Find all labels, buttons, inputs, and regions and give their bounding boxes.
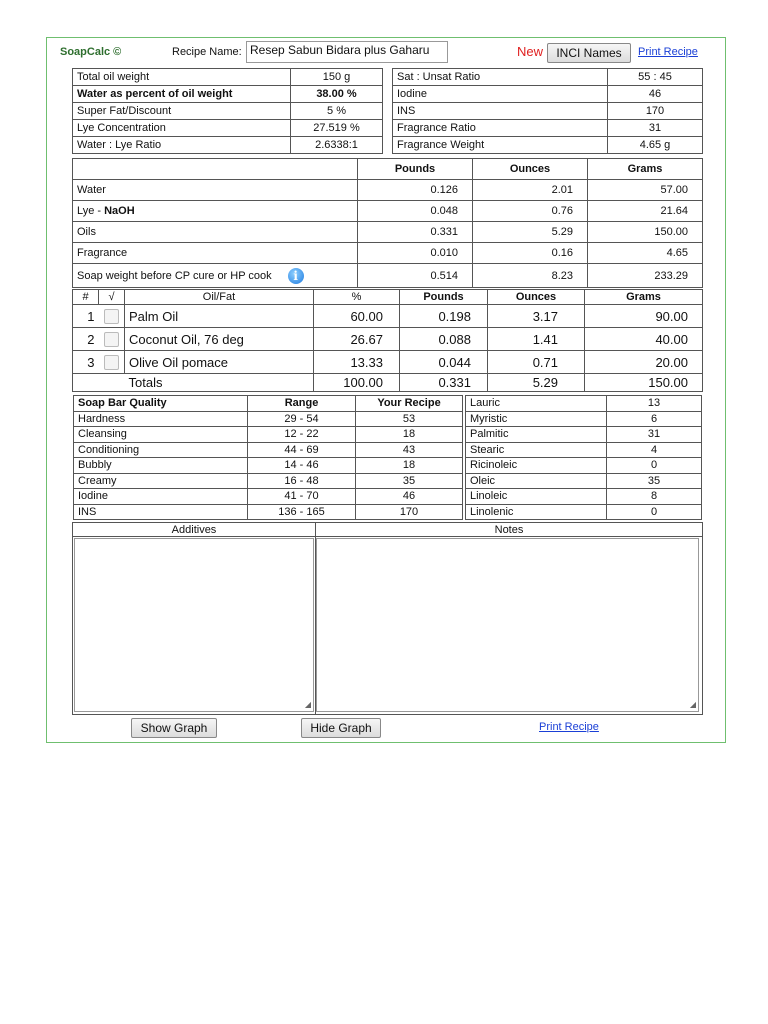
oil-checkbox[interactable] xyxy=(104,355,119,370)
weights-row xyxy=(73,201,703,222)
oil-check-cell xyxy=(99,305,125,328)
fatty-acid-name: Stearic xyxy=(466,442,607,458)
summary-label: Sat : Unsat Ratio xyxy=(393,69,608,86)
summary-right-table xyxy=(392,68,703,154)
oil-pct[interactable]: 26.67 xyxy=(314,328,400,351)
fatty-acid-value: 13 xyxy=(607,396,702,412)
oil-grams: 20.00 xyxy=(585,351,703,374)
fatty-acid-value: 35 xyxy=(607,473,702,489)
quality-value: 46 xyxy=(356,489,463,505)
quality-name: INS xyxy=(74,504,248,520)
fatty-acid-row xyxy=(466,473,702,489)
weights-grams: 233.29 xyxy=(588,264,703,288)
weights-ounces: 2.01 xyxy=(473,180,588,201)
fatty-acid-row xyxy=(466,489,702,505)
fatty-acid-value: 31 xyxy=(607,427,702,443)
fatty-acid-value: 6 xyxy=(607,411,702,427)
weights-label xyxy=(73,201,358,222)
quality-name: Bubbly xyxy=(74,458,248,474)
weights-pounds: 0.331 xyxy=(358,222,473,243)
quality-header: Soap Bar Quality xyxy=(74,396,248,412)
hide-graph-button[interactable]: Hide Graph xyxy=(301,718,381,738)
recipe-name-input[interactable]: Resep Sabun Bidara plus Gaharu xyxy=(246,41,448,63)
weights-header-row xyxy=(73,159,703,180)
weights-ounces: 5.29 xyxy=(473,222,588,243)
weights-label xyxy=(73,264,358,288)
ounces-header: Ounces xyxy=(473,159,588,180)
fatty-acid-name: Ricinoleic xyxy=(466,458,607,474)
summary-value: 4.65 g xyxy=(608,137,703,154)
totals-grams: 150.00 xyxy=(585,374,703,392)
weights-pounds: 0.126 xyxy=(358,180,473,201)
oil-name[interactable]: Palm Oil xyxy=(125,305,314,328)
summary-label: Water as percent of oil weight xyxy=(73,86,291,103)
fatty-acid-name: Myristic xyxy=(466,411,607,427)
range-header: Range xyxy=(248,396,356,412)
summary-value: 150 g xyxy=(291,69,383,86)
summary-label: Fragrance Ratio xyxy=(393,120,608,137)
oil-pounds: 0.198 xyxy=(400,305,488,328)
quality-range: 44 - 69 xyxy=(248,442,356,458)
grams-header: Grams xyxy=(585,290,703,305)
show-graph-button[interactable]: Show Graph xyxy=(131,718,217,738)
summary-value: 5 % xyxy=(291,103,383,120)
quality-row xyxy=(74,442,463,458)
fatty-acid-name: Linolenic xyxy=(466,504,607,520)
oils-header-row xyxy=(73,290,703,305)
quality-value: 170 xyxy=(356,504,463,520)
oil-num: 1 xyxy=(73,305,99,328)
oil-name[interactable]: Coconut Oil, 76 deg xyxy=(125,328,314,351)
totals-blank xyxy=(73,374,99,392)
pct-header: % xyxy=(314,290,400,305)
oil-check-cell xyxy=(99,351,125,374)
summary-label: Water : Lye Ratio xyxy=(73,137,291,154)
weights-header-blank xyxy=(73,159,358,180)
oil-grams: 90.00 xyxy=(585,305,703,328)
totals-pct: 100.00 xyxy=(314,374,400,392)
lye-label: Lye - xyxy=(77,205,105,217)
quality-range: 16 - 48 xyxy=(248,473,356,489)
pounds-header: Pounds xyxy=(400,290,488,305)
summary-value: 170 xyxy=(608,103,703,120)
fatty-acids-table xyxy=(465,395,702,520)
weights-ounces: 0.16 xyxy=(473,243,588,264)
summary-value: 38.00 % xyxy=(291,86,383,103)
totals-label: Totals xyxy=(125,374,314,392)
oil-pounds: 0.044 xyxy=(400,351,488,374)
oil-checkbox[interactable] xyxy=(104,332,119,347)
print-recipe-link-top[interactable]: Print Recipe xyxy=(638,46,698,58)
weights-grams: 57.00 xyxy=(588,180,703,201)
quality-row xyxy=(74,504,463,520)
summary-row xyxy=(73,120,383,137)
check-header: √ xyxy=(99,290,125,305)
weights-grams: 150.00 xyxy=(588,222,703,243)
totals-blank xyxy=(99,374,125,392)
quality-row xyxy=(74,489,463,505)
fatty-acid-value: 0 xyxy=(607,458,702,474)
summary-row xyxy=(393,120,703,137)
fatty-acid-row xyxy=(466,427,702,443)
summary-label: Iodine xyxy=(393,86,608,103)
notes-textarea[interactable] xyxy=(316,538,699,712)
fatty-acid-row xyxy=(466,442,702,458)
weights-ounces: 0.76 xyxy=(473,201,588,222)
weights-table xyxy=(72,158,703,288)
summary-label: Total oil weight xyxy=(73,69,291,86)
oil-grams: 40.00 xyxy=(585,328,703,351)
fatty-acid-name: Lauric xyxy=(466,396,607,412)
summary-label: Super Fat/Discount xyxy=(73,103,291,120)
your-recipe-header: Your Recipe xyxy=(356,396,463,412)
oil-num: 3 xyxy=(73,351,99,374)
print-recipe-link-bottom[interactable]: Print Recipe xyxy=(539,721,599,733)
fatty-acid-row xyxy=(466,504,702,520)
fatty-acid-name: Linoleic xyxy=(466,489,607,505)
summary-label: Fragrance Weight xyxy=(393,137,608,154)
quality-name: Cleansing xyxy=(74,427,248,443)
summary-row xyxy=(393,103,703,120)
fatty-acid-row xyxy=(466,396,702,412)
summary-left-table xyxy=(72,68,383,154)
fatty-acid-name: Palmitic xyxy=(466,427,607,443)
quality-value: 18 xyxy=(356,458,463,474)
num-header: # xyxy=(73,290,99,305)
soap-weight-label: Soap weight before CP cure or HP cook xyxy=(77,269,272,282)
quality-value: 35 xyxy=(356,473,463,489)
oil-name[interactable]: Olive Oil pomace xyxy=(125,351,314,374)
resize-grip-icon[interactable]: ◢ xyxy=(304,700,311,709)
brand-title: SoapCalc © xyxy=(60,46,122,58)
oil-pounds: 0.088 xyxy=(400,328,488,351)
quality-row xyxy=(74,458,463,474)
quality-name: Iodine xyxy=(74,489,248,505)
fatty-acid-name: Oleic xyxy=(466,473,607,489)
weights-pounds: 0.010 xyxy=(358,243,473,264)
weights-pounds: 0.514 xyxy=(358,264,473,288)
resize-grip-icon[interactable]: ◢ xyxy=(689,700,696,709)
weights-ounces: 8.23 xyxy=(473,264,588,288)
oil-header: Oil/Fat xyxy=(125,290,314,305)
summary-row xyxy=(73,86,383,103)
summary-value: 55 : 45 xyxy=(608,69,703,86)
summary-label: Lye Concentration xyxy=(73,120,291,137)
weights-row xyxy=(73,180,703,201)
summary-value: 46 xyxy=(608,86,703,103)
summary-row xyxy=(73,103,383,120)
additives-textarea[interactable] xyxy=(74,538,314,712)
ounces-header: Ounces xyxy=(488,290,585,305)
oil-check-cell xyxy=(99,328,125,351)
summary-value: 31 xyxy=(608,120,703,137)
quality-row xyxy=(74,427,463,443)
totals-ounces: 5.29 xyxy=(488,374,585,392)
summary-label: INS xyxy=(393,103,608,120)
quality-range: 41 - 70 xyxy=(248,489,356,505)
quality-range: 29 - 54 xyxy=(248,411,356,427)
grams-header: Grams xyxy=(588,159,703,180)
oil-ounces: 3.17 xyxy=(488,305,585,328)
oil-ounces: 0.71 xyxy=(488,351,585,374)
fatty-acid-row xyxy=(466,458,702,474)
additives-label: Additives xyxy=(73,523,316,537)
fatty-acid-row xyxy=(466,411,702,427)
weights-pounds: 0.048 xyxy=(358,201,473,222)
oil-pct[interactable]: 60.00 xyxy=(314,305,400,328)
summary-value: 27.519 % xyxy=(291,120,383,137)
weights-label: Oils xyxy=(73,222,358,243)
quality-range: 136 - 165 xyxy=(248,504,356,520)
weights-row xyxy=(73,264,703,288)
quality-name: Hardness xyxy=(74,411,248,427)
quality-value: 18 xyxy=(356,427,463,443)
pounds-header: Pounds xyxy=(358,159,473,180)
oil-checkbox[interactable] xyxy=(104,309,119,324)
summary-row xyxy=(393,86,703,103)
totals-row xyxy=(73,374,703,392)
quality-range: 12 - 22 xyxy=(248,427,356,443)
quality-value: 43 xyxy=(356,442,463,458)
summary-row xyxy=(73,137,383,154)
lye-type: NaOH xyxy=(104,205,135,217)
inci-names-button[interactable]: INCI Names xyxy=(547,43,631,63)
quality-name: Creamy xyxy=(74,473,248,489)
weights-row xyxy=(73,243,703,264)
oil-row xyxy=(73,305,703,328)
summary-value: 2.6338:1 xyxy=(291,137,383,154)
summary-row xyxy=(393,137,703,154)
oil-ounces: 1.41 xyxy=(488,328,585,351)
oil-row xyxy=(73,328,703,351)
fatty-acid-value: 0 xyxy=(607,504,702,520)
quality-name: Conditioning xyxy=(74,442,248,458)
weights-row xyxy=(73,222,703,243)
fatty-acid-value: 4 xyxy=(607,442,702,458)
totals-pounds: 0.331 xyxy=(400,374,488,392)
oil-pct[interactable]: 13.33 xyxy=(314,351,400,374)
weights-grams: 21.64 xyxy=(588,201,703,222)
notes-label: Notes xyxy=(316,523,703,537)
quality-row xyxy=(74,473,463,489)
weights-label: Fragrance xyxy=(73,243,358,264)
soap-quality-table xyxy=(73,395,463,520)
oil-row xyxy=(73,351,703,374)
weights-grams: 4.65 xyxy=(588,243,703,264)
quality-value: 53 xyxy=(356,411,463,427)
quality-header-row xyxy=(74,396,463,412)
oil-num: 2 xyxy=(73,328,99,351)
quality-range: 14 - 46 xyxy=(248,458,356,474)
info-icon[interactable]: i xyxy=(288,268,304,284)
recipe-name-label: Recipe Name: xyxy=(172,46,242,58)
summary-row xyxy=(73,69,383,86)
fatty-acid-value: 8 xyxy=(607,489,702,505)
quality-row xyxy=(74,411,463,427)
summary-row xyxy=(393,69,703,86)
new-recipe-link[interactable]: New xyxy=(517,44,544,59)
oils-table xyxy=(72,289,703,392)
weights-label: Water xyxy=(73,180,358,201)
